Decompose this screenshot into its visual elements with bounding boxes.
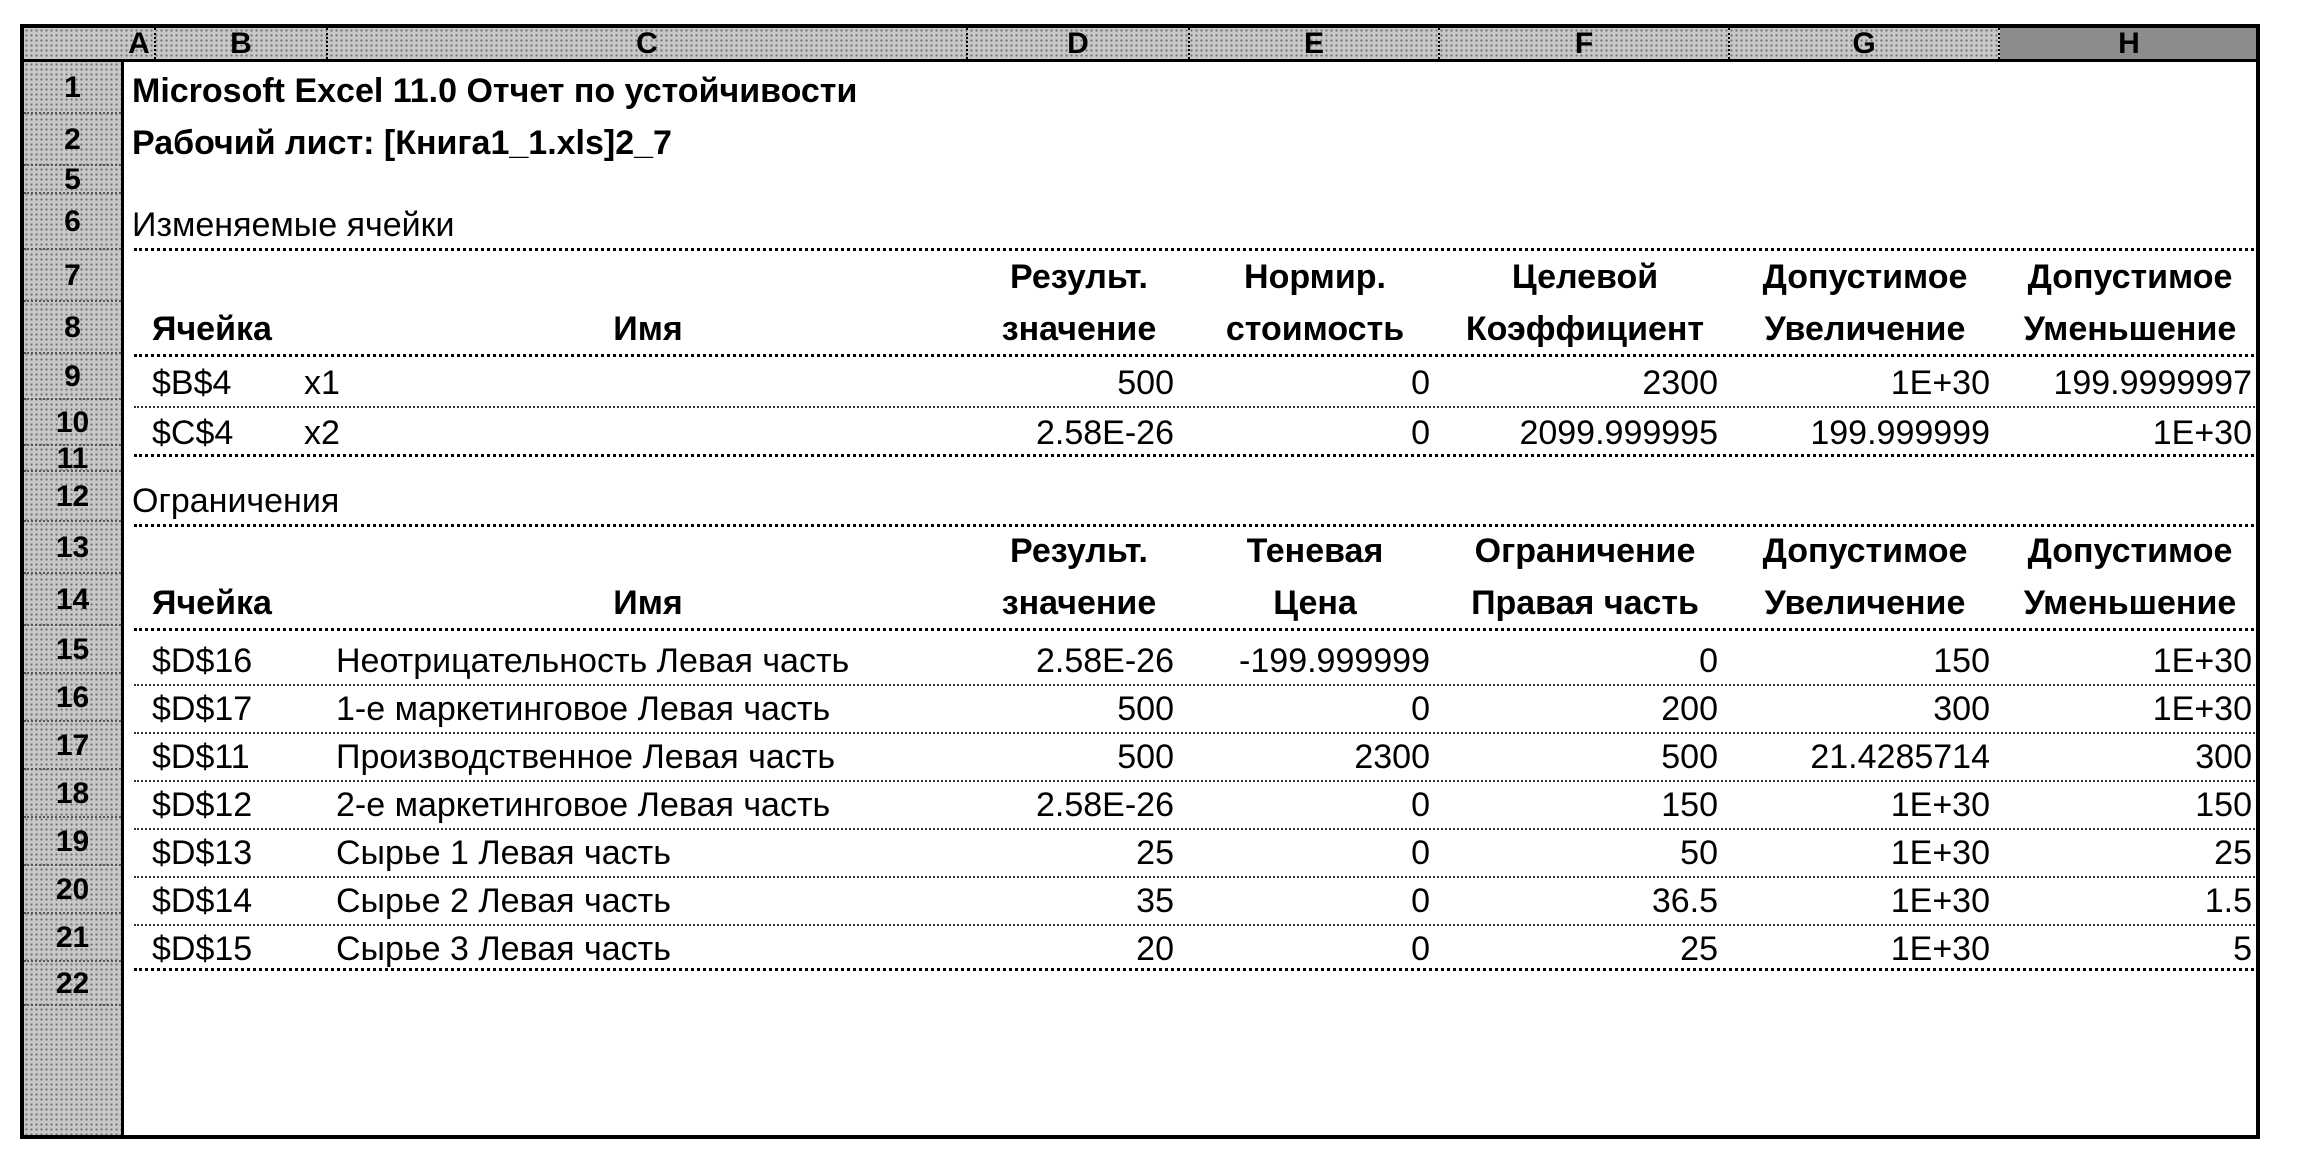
cell-value[interactable]: 2.58E-26: [1036, 414, 1174, 452]
cell-value[interactable]: 199.9999997: [2053, 364, 2252, 402]
row-divider: [134, 828, 2259, 830]
row-divider: [134, 732, 2259, 734]
cell-name[interactable]: Неотрицательность Левая часть: [336, 642, 850, 680]
header-name[interactable]: Имя: [613, 584, 683, 622]
column-header-c[interactable]: C: [328, 28, 968, 59]
header-increase[interactable]: Увеличение: [1764, 310, 1966, 348]
row-divider: [134, 684, 2259, 686]
row-header-16[interactable]: 16: [24, 674, 121, 722]
header-cell[interactable]: Ячейка: [152, 310, 272, 348]
row-header-22[interactable]: 22: [24, 962, 121, 1006]
column-header-d[interactable]: D: [968, 28, 1190, 59]
cell-value[interactable]: 2300: [1354, 738, 1430, 776]
header-constraint[interactable]: Ограничение: [1474, 532, 1696, 570]
cell-name[interactable]: x1: [304, 364, 340, 402]
header-rhs[interactable]: Правая часть: [1471, 584, 1699, 622]
row-header-13[interactable]: 13: [24, 522, 121, 574]
cell-value[interactable]: 2300: [1642, 364, 1718, 402]
table-bottom-divider: [134, 968, 2259, 971]
cell-value[interactable]: 2099.999995: [1519, 414, 1718, 452]
row-header-1[interactable]: 1: [24, 62, 121, 114]
header-objective[interactable]: Целевой: [1511, 258, 1659, 296]
cell-value[interactable]: 0: [1411, 834, 1430, 872]
cell-name[interactable]: 1-е маркетинговое Левая часть: [336, 690, 831, 728]
row-header-bar: [24, 62, 124, 1135]
cell-value[interactable]: 1.5: [2204, 882, 2252, 920]
row-header-6[interactable]: 6: [24, 194, 121, 250]
header-allowable[interactable]: Допустимое: [1762, 532, 1968, 570]
cell-value[interactable]: 35: [1136, 882, 1174, 920]
cell-value[interactable]: 1E+30: [2152, 642, 2252, 680]
cell-value[interactable]: 20: [1136, 930, 1174, 968]
section-divider: [134, 248, 2259, 251]
cell-name[interactable]: Сырье 2 Левая часть: [336, 882, 671, 920]
column-header-a[interactable]: A: [124, 28, 156, 59]
cell-value[interactable]: 200: [1661, 690, 1718, 728]
cell-value[interactable]: 150: [1661, 786, 1718, 824]
header-decrease[interactable]: Уменьшение: [2023, 310, 2237, 348]
cell-value[interactable]: 25: [1136, 834, 1174, 872]
cell-value[interactable]: 0: [1411, 786, 1430, 824]
row-header-10[interactable]: 10: [24, 400, 121, 446]
header-divider: [134, 628, 2259, 631]
cell-address[interactable]: $C$4: [152, 414, 234, 452]
cell-value[interactable]: 1E+30: [1890, 882, 1990, 920]
header-decrease[interactable]: Уменьшение: [2023, 584, 2237, 622]
column-header-f[interactable]: F: [1440, 28, 1730, 59]
cell-value[interactable]: 1E+30: [1890, 786, 1990, 824]
cell-value[interactable]: 0: [1411, 364, 1430, 402]
section-divider: [134, 524, 2259, 527]
cell-value[interactable]: 0: [1699, 642, 1718, 680]
changing-cells-section-title[interactable]: Изменяемые ячейки: [132, 206, 455, 244]
column-header-h[interactable]: H: [2000, 28, 2260, 59]
cell-address[interactable]: $D$12: [152, 786, 253, 824]
cell-name[interactable]: x2: [304, 414, 340, 452]
cell-address[interactable]: $D$11: [152, 738, 250, 776]
header-reduced-cost[interactable]: Нормир.: [1244, 258, 1386, 296]
cell-address[interactable]: $D$13: [152, 834, 253, 872]
cell-value[interactable]: 199.999999: [1810, 414, 1990, 452]
cell-value[interactable]: -199.999999: [1239, 642, 1430, 680]
spreadsheet-grid: [20, 24, 2260, 1139]
row-divider: [134, 924, 2259, 926]
cell-value[interactable]: 5: [2233, 930, 2252, 968]
header-value[interactable]: значение: [1001, 584, 1157, 622]
row-header-2[interactable]: 2: [24, 114, 121, 166]
header-allowable[interactable]: Допустимое: [2027, 258, 2233, 296]
cell-value[interactable]: 1E+30: [1890, 364, 1990, 402]
cell-value[interactable]: 500: [1117, 364, 1174, 402]
header-cost[interactable]: стоимость: [1225, 310, 1405, 348]
header-value[interactable]: значение: [1001, 310, 1157, 348]
column-header-bar: [24, 28, 2256, 62]
cell-value[interactable]: 1E+30: [1890, 834, 1990, 872]
cell-name[interactable]: Сырье 1 Левая часть: [336, 834, 671, 872]
cell-name[interactable]: Сырье 3 Левая часть: [336, 930, 671, 968]
cell-value[interactable]: 500: [1117, 738, 1174, 776]
row-header-19[interactable]: 19: [24, 818, 121, 866]
cell-value[interactable]: 50: [1680, 834, 1718, 872]
row-header-14[interactable]: 14: [24, 574, 121, 626]
row-header-12[interactable]: 12: [24, 472, 121, 522]
row-header-17[interactable]: 17: [24, 722, 121, 770]
header-coefficient[interactable]: Коэффициент: [1465, 310, 1705, 348]
header-result[interactable]: Результ.: [1010, 532, 1148, 570]
cell-address[interactable]: $B$4: [152, 364, 232, 402]
cell-value[interactable]: 36.5: [1651, 882, 1718, 920]
cell-value[interactable]: 0: [1411, 882, 1430, 920]
cell-value[interactable]: 1E+30: [2152, 414, 2252, 452]
cell-value[interactable]: 1E+30: [2152, 690, 2252, 728]
cell-address[interactable]: $D$17: [152, 690, 253, 728]
row-divider: [134, 406, 2259, 408]
row-header-18[interactable]: 18: [24, 770, 121, 818]
column-header-g[interactable]: G: [1730, 28, 2000, 59]
cell-value[interactable]: 2.58E-26: [1036, 786, 1174, 824]
cell-value[interactable]: 150: [1933, 642, 1990, 680]
column-header-b[interactable]: B: [156, 28, 328, 59]
row-header-21[interactable]: 21: [24, 914, 121, 962]
header-allowable[interactable]: Допустимое: [2027, 532, 2233, 570]
cell-value[interactable]: 300: [1933, 690, 1990, 728]
cell-name[interactable]: Производственное Левая часть: [336, 738, 836, 776]
row-header-5[interactable]: 5: [24, 166, 121, 194]
cell-value[interactable]: 500: [1117, 690, 1174, 728]
report-title[interactable]: Microsoft Excel 11.0 Отчет по устойчивости: [132, 72, 858, 110]
row-header-15[interactable]: 15: [24, 626, 121, 674]
cell-name[interactable]: 2-е маркетинговое Левая часть: [336, 786, 831, 824]
header-allowable[interactable]: Допустимое: [1762, 258, 1968, 296]
row-header-20[interactable]: 20: [24, 866, 121, 914]
cell-value[interactable]: 150: [2195, 786, 2252, 824]
header-cell[interactable]: Ячейка: [152, 584, 272, 622]
cell-value[interactable]: 0: [1411, 690, 1430, 728]
row-header-8[interactable]: 8: [24, 302, 121, 354]
header-result[interactable]: Результ.: [1010, 258, 1148, 296]
cell-address[interactable]: $D$15: [152, 930, 253, 968]
row-header-11[interactable]: 11: [24, 446, 121, 472]
header-divider: [134, 354, 2259, 357]
table-bottom-divider: [134, 454, 2259, 457]
row-header-9[interactable]: 9: [24, 354, 121, 400]
header-shadow[interactable]: Теневая: [1246, 532, 1384, 570]
cell-value[interactable]: 500: [1661, 738, 1718, 776]
cell-address[interactable]: $D$16: [152, 642, 253, 680]
cell-value[interactable]: 21.4285714: [1810, 738, 1990, 776]
row-divider: [134, 876, 2259, 878]
worksheet-name[interactable]: Рабочий лист: [Книга1_1.xls]2_7: [132, 124, 672, 162]
cell-value[interactable]: 25: [1680, 930, 1718, 968]
cell-value[interactable]: 0: [1411, 930, 1430, 968]
cell-value[interactable]: 1E+30: [1890, 930, 1990, 968]
cell-value[interactable]: 2.58E-26: [1036, 642, 1174, 680]
row-header-7[interactable]: 7: [24, 250, 121, 302]
row-divider: [134, 780, 2259, 782]
column-header-e[interactable]: E: [1190, 28, 1440, 59]
cell-value[interactable]: 300: [2195, 738, 2252, 776]
cell-value[interactable]: 0: [1411, 414, 1430, 452]
cell-address[interactable]: $D$14: [152, 882, 253, 920]
header-name[interactable]: Имя: [613, 310, 683, 348]
header-price[interactable]: Цена: [1273, 584, 1357, 622]
cell-value[interactable]: 25: [2214, 834, 2252, 872]
header-increase[interactable]: Увеличение: [1764, 584, 1966, 622]
constraints-section-title[interactable]: Ограничения: [132, 482, 340, 520]
